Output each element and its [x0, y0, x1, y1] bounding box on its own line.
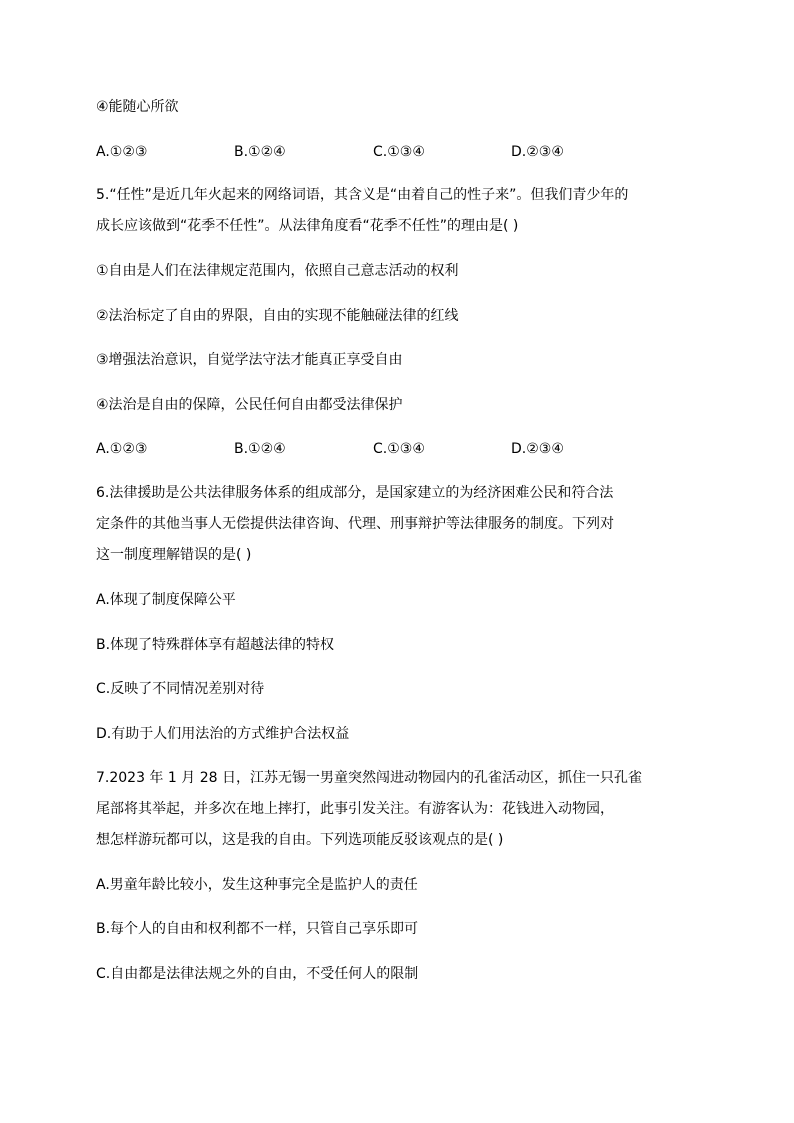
q5-option-a: A.①②③	[96, 441, 148, 457]
q6-option-d: D.有助于人们用法治的方式维护合法权益	[96, 726, 350, 742]
q7-stem-line-3: 想怎样游玩都可以，这是我的自由。下列选项能反驳该观点的是( )	[96, 832, 504, 848]
q5-statement-1: ①自由是人们在法律规定范围内，依照自己意志活动的权利	[96, 263, 459, 279]
q4-statement-4: ④能随心所欲	[96, 99, 179, 115]
q4-option-c: C.①③④	[373, 144, 425, 160]
q6-stem-line-1: 6.法律援助是公共法律服务体系的组成部分，是国家建立的为经济困难公民和符合法	[96, 485, 614, 501]
q7-option-a: A.男童年龄比较小，发生这种事完全是监护人的责任	[96, 877, 418, 893]
q6-stem-line-3: 这一制度理解错误的是( )	[96, 547, 252, 563]
q7-stem-line-2: 尾部将其举起，并多次在地上摔打，此事引发关注。有游客认为：花钱进入动物园，	[96, 801, 614, 817]
q5-statement-2: ②法治标定了自由的界限，自由的实现不能触碰法律的红线	[96, 308, 459, 324]
q5-statement-4: ④法治是自由的保障，公民任何自由都受法律保护	[96, 397, 403, 413]
q5-option-b: B.①②④	[234, 441, 286, 457]
q4-option-b: B.①②④	[234, 144, 286, 160]
q4-option-a: A.①②③	[96, 144, 148, 160]
q5-option-c: C.①③④	[373, 441, 425, 457]
q6-stem-line-2: 定条件的其他当事人无偿提供法律咨询、代理、刑事辩护等法律服务的制度。下列对	[96, 516, 614, 532]
q5-option-d: D.②③④	[511, 441, 564, 457]
q7-stem-line-1: 7.2023 年 1 月 28 日，江苏无锡一男童突然闯进动物园内的孔雀活动区，抓住一只孔雀	[96, 770, 642, 786]
q5-stem-line-1: 5.“任性”是近几年火起来的网络词语，其含义是“由着自己的性子来”。但我们青少年的	[96, 187, 629, 203]
q6-option-b: B.体现了特殊群体享有超越法律的特权	[96, 637, 335, 653]
q7-option-c: C.自由都是法律法规之外的自由，不受任何人的限制	[96, 966, 419, 982]
q6-option-a: A.体现了制度保障公平	[96, 592, 236, 608]
q4-option-d: D.②③④	[511, 144, 564, 160]
q6-option-c: C.反映了不同情况差别对待	[96, 681, 265, 697]
q7-option-b: B.每个人的自由和权利都不一样，只管自己享乐即可	[96, 921, 419, 937]
q5-stem-line-2: 成长应该做到“花季不任性”。从法律角度看“花季不任性”的理由是( )	[96, 218, 519, 234]
q5-statement-3: ③增强法治意识，自觉学法守法才能真正享受自由	[96, 352, 403, 368]
